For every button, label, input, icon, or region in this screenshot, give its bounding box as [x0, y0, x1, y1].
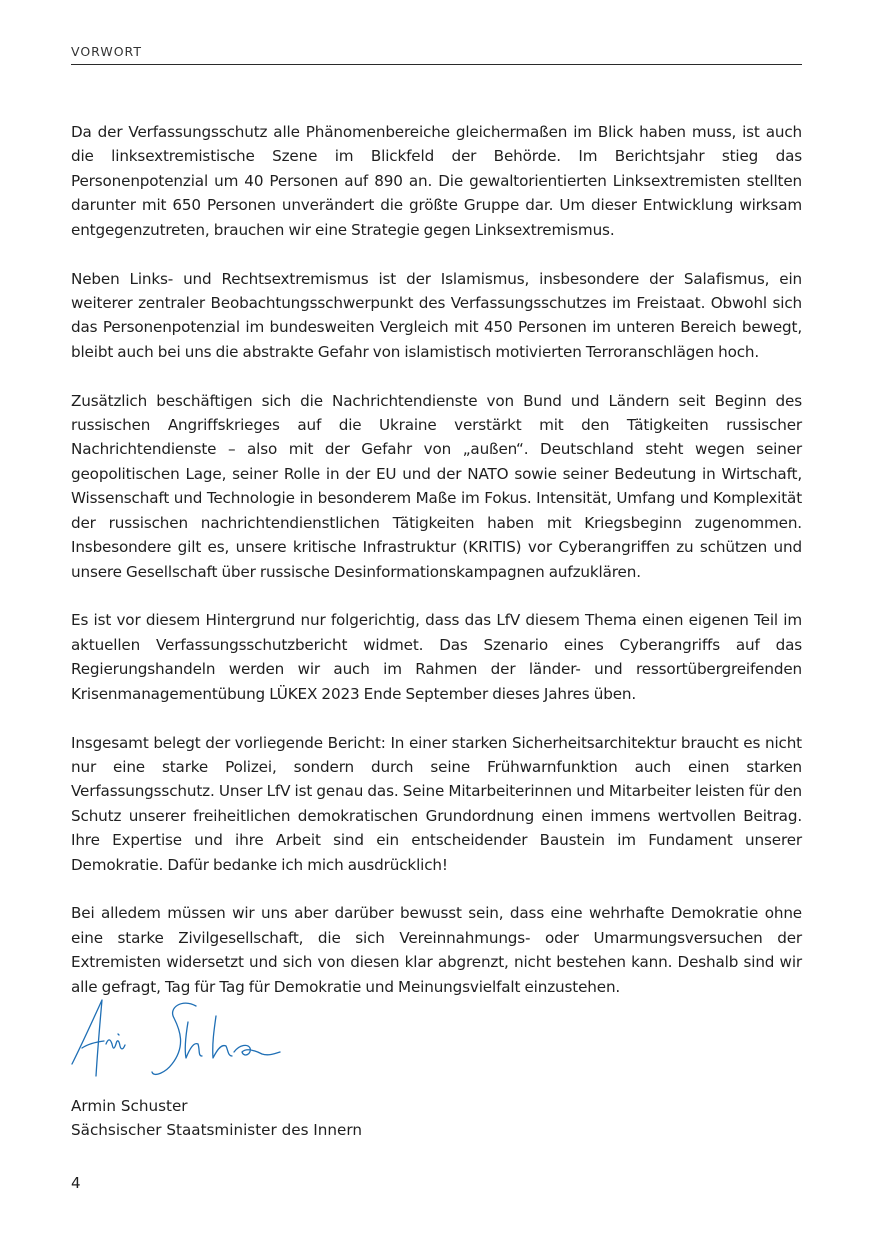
paragraph-5: Insgesamt belegt der vorliegende Bericht: In einer starken Sicherheitsarchitektur braucht es nicht nur eine starke Polizei, sondern durch seine Frühwarnfunktion auch einen starken Verfassungsschutz. Unser LfV ist genau das. Seine Mitarbeiterinnen und Mitarbeiter leisten für den Schutz unserer freiheitlichen demokratischen Grundordnung einen immens wertvollen Beitrag. Ihre Expertise und ihre Arbeit sind ein entscheidender Baustein im Fundament unserer Demokratie. Dafür bedanke ich mich ausdrücklich! — [71, 733, 802, 874]
header-rule — [71, 64, 802, 65]
paragraph-3: Zusätzlich beschäftigen sich die Nachrichtendienste von Bund und Ländern seit Beginn des russischen Angriffskrieges auf die Ukraine verstärkt mit den Tätigkeiten russischer Nachrichtendienste – also mit der Gefahr von „außen“. Deutschland steht wegen seiner geopolitischen Lage, seiner Rolle in der EU und der NATO sowie seiner Bedeutung in Wirtschaft, Wissenschaft und Technologie in besonderem Maße im Fokus. Intensität, Umfang und Komplexität der russischen nachrichtendienstlichen Tätigkeiten haben mit Kriegsbeginn zugenommen. Insbesondere gilt es, unsere kritische Infrastruktur (KRITIS) vor Cyberangriffen zu schützen und unsere Gesellschaft über russische Desinformationskampagnen aufzuklären. — [71, 391, 802, 581]
body-text — [71, 120, 802, 1024]
paragraph-4: Es ist vor diesem Hintergrund nur folgerichtig, dass das LfV diesem Thema einen eigenen Teil im aktuellen Verfassungsschutzbericht widmet. Das Szenario eines Cyberangriffs auf das Regierungshandeln werden wir auch im Rahmen der länder- und ressortübergreifenden Krisenmanagementübung LÜKEX 2023 Ende September dieses Jahres üben. — [71, 611, 802, 703]
paragraph-1: Da der Verfassungsschutz alle Phänomenbereiche gleichermaßen im Blick haben muss, ist auch die linksextremistische Szene im Blickfeld der Behörde. Im Berichtsjahr stieg das Personenpotenzial um 40 Personen auf 890 an. Die gewaltorientierten Linksextremisten stellten darunter mit 650 Personen unverändert die größte Gruppe dar. Um dieser Entwicklung wirksam entgegenzutreten, brauchen wir eine Strategie gegen Linksextremismus. — [71, 123, 802, 239]
signer-title: Sächsischer Staatsminister des Innern — [71, 1121, 362, 1140]
paragraph-2: Neben Links- und Rechtsextremismus ist der Islamismus, insbesondere der Salafismus, ein weiterer zentraler Beobachtungsschwerpunkt des Verfassungsschutzes im Freistaat. Obwohl sich das Personenpotenzial im bundesweiten Vergleich mit 450 Personen im unteren Bereich bewegt, bleibt auch bei uns die abstrakte Gefahr von islamistisch motivierten Terroranschlägen hoch. — [71, 269, 802, 361]
signer-name: Armin Schuster — [71, 1097, 188, 1115]
page-number: 4 — [71, 1174, 81, 1192]
running-header: VORWORT — [71, 44, 142, 59]
paragraph-6: Bei alledem müssen wir uns aber darüber bewusst sein, dass eine wehrhafte Demokratie ohne eine starke Zivilgesellschaft, die sich Vereinnahmungs- oder Umarmungsversuchen der Extremisten widersetzt und sich von diesen klar abgrenzt, nicht bestehen kann. Deshalb sind wir alle gefragt, Tag für Tag für Demokratie und Meinungsvielfalt einzustehen. — [71, 904, 802, 996]
handwritten-signature — [68, 992, 288, 1084]
signer-block — [71, 1094, 362, 1143]
